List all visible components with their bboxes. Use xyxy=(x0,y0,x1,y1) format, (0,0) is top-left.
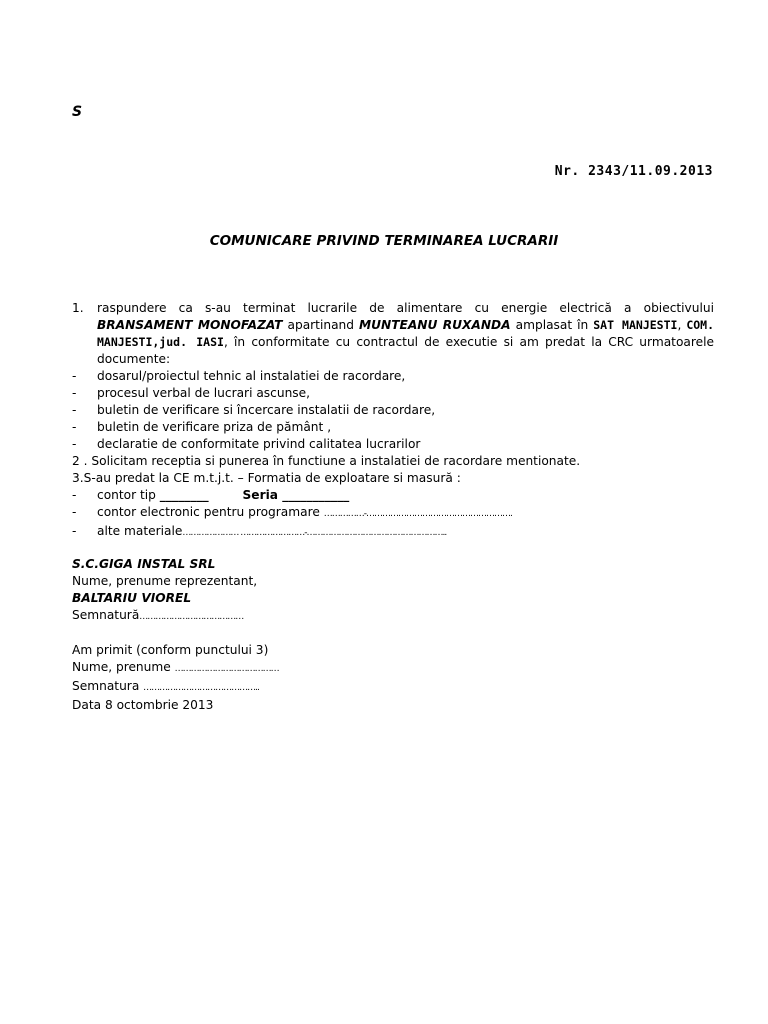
receiver-block xyxy=(72,642,472,714)
seria-blank: ___________ xyxy=(282,488,350,502)
signature-label: Semnatură xyxy=(72,608,140,622)
bullet: - xyxy=(72,505,77,519)
alte-materiale-label: alte materiale xyxy=(97,524,183,538)
company-signature-block xyxy=(72,556,472,626)
signature-dots: ………………………………… xyxy=(139,612,244,622)
list-item xyxy=(72,436,714,453)
list-item xyxy=(72,487,714,504)
contor-tip-blank: ________ xyxy=(159,488,209,502)
document-date: Data 8 octombrie 2013 xyxy=(72,698,214,712)
bullet: - xyxy=(72,386,77,400)
item-text xyxy=(97,300,714,368)
item-number: 1. xyxy=(72,301,84,315)
list-item xyxy=(72,504,714,523)
contor-electronic-dots: ……………-………………………………………………. xyxy=(323,509,512,519)
document-item: declaratie de conformitate privind calitatea lucrarilor xyxy=(97,437,421,451)
text-segment: raspundere ca s-au terminat lucrarile de alimentare cu energie electrică a obiectivului xyxy=(97,301,714,315)
material-alte xyxy=(97,523,714,542)
bullet: - xyxy=(72,524,77,538)
alte-materiale-dots: ………………… ……………………-…………………………………………….. xyxy=(182,528,447,538)
list-item xyxy=(72,402,714,419)
text-segment: apartinand xyxy=(282,318,359,332)
item-3-text: 3.S-au predat la CE m.t.j.t. – Formatia de exploatare si masură : xyxy=(72,471,461,485)
header-letter: S xyxy=(72,104,83,120)
material-contor-tip xyxy=(97,487,714,504)
bullet: - xyxy=(72,403,77,417)
bullet: - xyxy=(72,420,77,434)
document-number: Nr. 2343/11.09.2013 xyxy=(554,164,713,179)
document-title: COMUNICARE PRIVIND TERMINAREA LUCRARII xyxy=(209,233,559,249)
document-item: dosarul/proiectul tehnic al instalatiei de racordare, xyxy=(97,369,406,383)
seria-label: Seria xyxy=(242,488,283,502)
owner-name: MUNTEANU RUXANDA xyxy=(359,318,511,332)
receiver-signature-label: Semnatura xyxy=(72,679,144,693)
list-item xyxy=(72,419,714,436)
location-commune: COM. MANJESTI,jud. IASI xyxy=(97,318,715,349)
contor-electronic-label: contor electronic pentru programare xyxy=(97,505,324,519)
material-contor-electronic xyxy=(97,504,714,523)
list-item xyxy=(72,368,714,385)
text-segment: amplasat în xyxy=(510,318,594,332)
receiver-name-label: Nume, prenume xyxy=(72,660,175,674)
text-segment: , în conformitate cu contractul de executie si am predat la CRC urmatoarele documente: xyxy=(97,335,714,366)
text-segment: , xyxy=(677,318,687,332)
received-text: Am primit (conform punctului 3) xyxy=(72,643,269,657)
document-item: buletin de verificare priza de pământ , xyxy=(97,420,332,434)
object-name: BRANSAMENT MONOFAZAT xyxy=(97,318,283,332)
list-item xyxy=(72,300,714,368)
bullet: - xyxy=(72,488,77,502)
contor-tip-label: contor tip xyxy=(97,488,160,502)
receiver-signature-line xyxy=(72,678,472,697)
receiver-name-line xyxy=(72,659,472,678)
document-body xyxy=(72,300,714,542)
representative-name: BALTARIU VIOREL xyxy=(72,591,192,605)
company-name: S.C.GIGA INSTAL SRL xyxy=(72,557,216,571)
bullet: - xyxy=(72,437,77,451)
receiver-name-dots: ………………………………… xyxy=(174,664,279,674)
representative-label: Nume, prenume reprezentant, xyxy=(72,574,258,588)
bullet: - xyxy=(72,369,77,383)
location-village: SAT MANJESTI xyxy=(593,318,678,332)
receiver-signature-dots: …………………………………….. xyxy=(143,683,259,693)
list-item xyxy=(72,385,714,402)
list-item xyxy=(72,523,714,542)
signature-line xyxy=(72,607,472,626)
item-2-text: 2 . Solicitam receptia si punerea în functiune a instalatiei de racordare mentionate. xyxy=(72,454,581,468)
document-item: buletin de verificare si încercare instalatii de racordare, xyxy=(97,403,436,417)
document-item: procesul verbal de lucrari ascunse, xyxy=(97,386,311,400)
